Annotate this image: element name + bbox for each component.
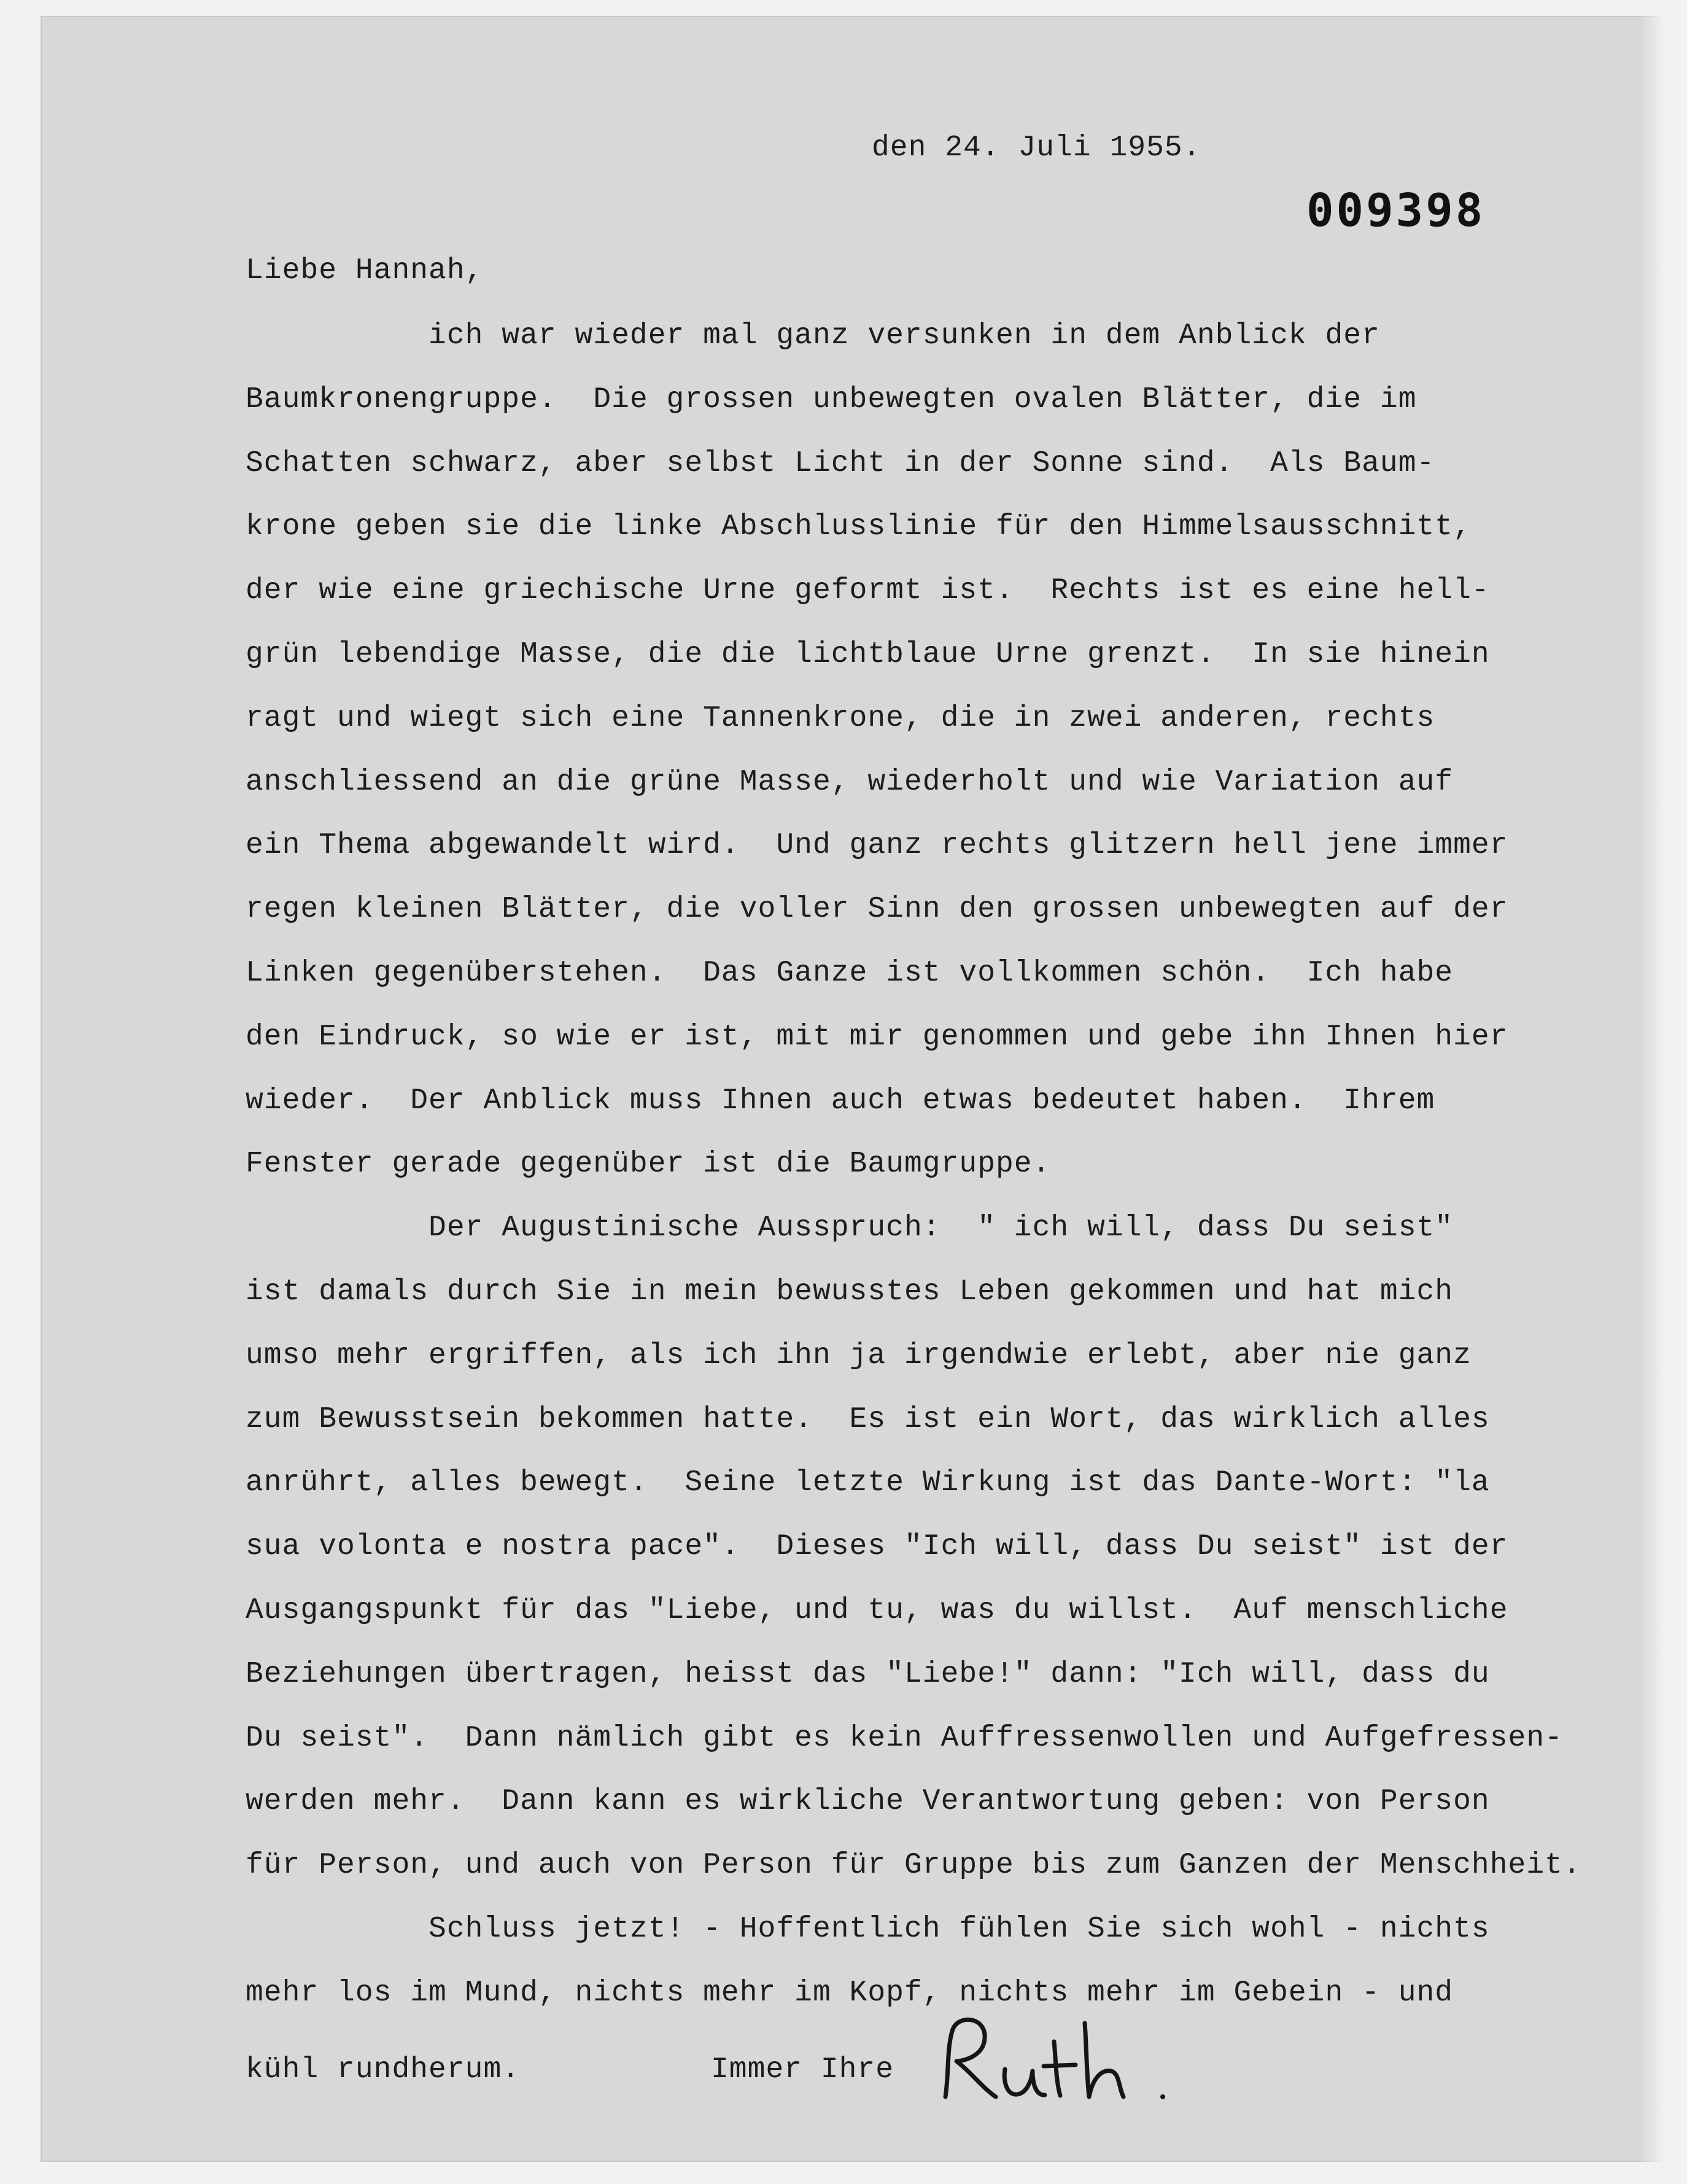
- letter-line: grün lebendige Masse, die die lichtblaue Urne grenzt. In sie hinein: [246, 637, 1490, 671]
- letter-line: Schatten schwarz, aber selbst Licht in der Sonne sind. Als Baum-: [246, 446, 1435, 480]
- letter-line: Beziehungen übertragen, heisst das "Liebe!" dann: "Ich will, dass du: [246, 1657, 1490, 1691]
- letter-line: anschliessend an die grüne Masse, wiederholt und wie Variation auf: [246, 765, 1454, 799]
- letter-line: ist damals durch Sie in mein bewusstes Leben gekommen und hat mich: [246, 1275, 1454, 1308]
- letter-line: Fenster gerade gegenüber ist die Baumgruppe.: [246, 1148, 1051, 1181]
- letter-line: ragt und wiegt sich eine Tannenkrone, die in zwei anderen, rechts: [246, 701, 1435, 735]
- letter-line: für Person, und auch von Person für Gruppe bis zum Ganzen der Menschheit.: [246, 1849, 1581, 1883]
- letter-line: Du seist". Dann nämlich gibt es kein Auffressenwollen und Aufgefressen-: [246, 1721, 1563, 1755]
- letter-line: mehr los im Mund, nichts mehr im Kopf, nichts mehr im Gebein - und: [246, 1976, 1454, 2010]
- letter-line: regen kleinen Blätter, die voller Sinn den grossen unbewegten auf der: [246, 893, 1508, 927]
- letter-line: anrührt, alles bewegt. Seine letzte Wirkung ist das Dante-Wort: "la: [246, 1466, 1490, 1500]
- letter-line: Ausgangspunkt für das "Liebe, und tu, was du willst. Auf menschliche: [246, 1593, 1508, 1627]
- letter-line: Schluss jetzt! - Hoffentlich fühlen Sie sich wohl - nichts: [246, 1912, 1490, 1946]
- letter-line: Der Augustinische Ausspruch: " ich will, dass Du seist": [246, 1211, 1454, 1245]
- handwritten-signature: [928, 2005, 1186, 2121]
- document-number-stamp: 009398: [1306, 184, 1486, 237]
- letter-line: ich war wieder mal ganz versunken in dem Anblick der: [246, 319, 1380, 352]
- letter-line: krone geben sie die linke Abschlusslinie für den Himmelsausschnitt,: [246, 510, 1472, 544]
- letter-line: sua volonta e nostra pace". Dieses "Ich will, dass Du seist" ist der: [246, 1530, 1508, 1564]
- letter-line: Linken gegenüberstehen. Das Ganze ist vollkommen schön. Ich habe: [246, 956, 1454, 990]
- letter-date: den 24. Juli 1955.: [872, 131, 1201, 165]
- letter-line: werden mehr. Dann kann es wirkliche Verantwortung geben: von Person: [246, 1785, 1490, 1819]
- letter-line: der wie eine griechische Urne geformt ist. Rechts ist es eine hell-: [246, 574, 1490, 608]
- letter-line: Baumkronengruppe. Die grossen unbewegten ovalen Blätter, die im: [246, 383, 1417, 416]
- letter-line: den Eindruck, so wie er ist, mit mir genommen und gebe ihn Ihnen hier: [246, 1020, 1508, 1054]
- closing-line: kühl rundherum.: [246, 2053, 521, 2086]
- letter-line: wieder. Der Anblick muss Ihnen auch etwas bedeutet haben. Ihrem: [246, 1084, 1435, 1117]
- salutation: Liebe Hannah,: [246, 254, 484, 287]
- letter-line: ein Thema abgewandelt wird. Und ganz rechts glitzern hell jene immer: [246, 829, 1508, 863]
- closing-row: [246, 2038, 1473, 2102]
- sign-off: Immer Ihre: [711, 2053, 894, 2086]
- letter-body: [246, 305, 1581, 2026]
- letter-line: umso mehr ergriffen, als ich ihn ja irgendwie erlebt, aber nie ganz: [246, 1339, 1472, 1372]
- letter-line: zum Bewusstsein bekommen hatte. Es ist ein Wort, das wirklich alles: [246, 1402, 1490, 1436]
